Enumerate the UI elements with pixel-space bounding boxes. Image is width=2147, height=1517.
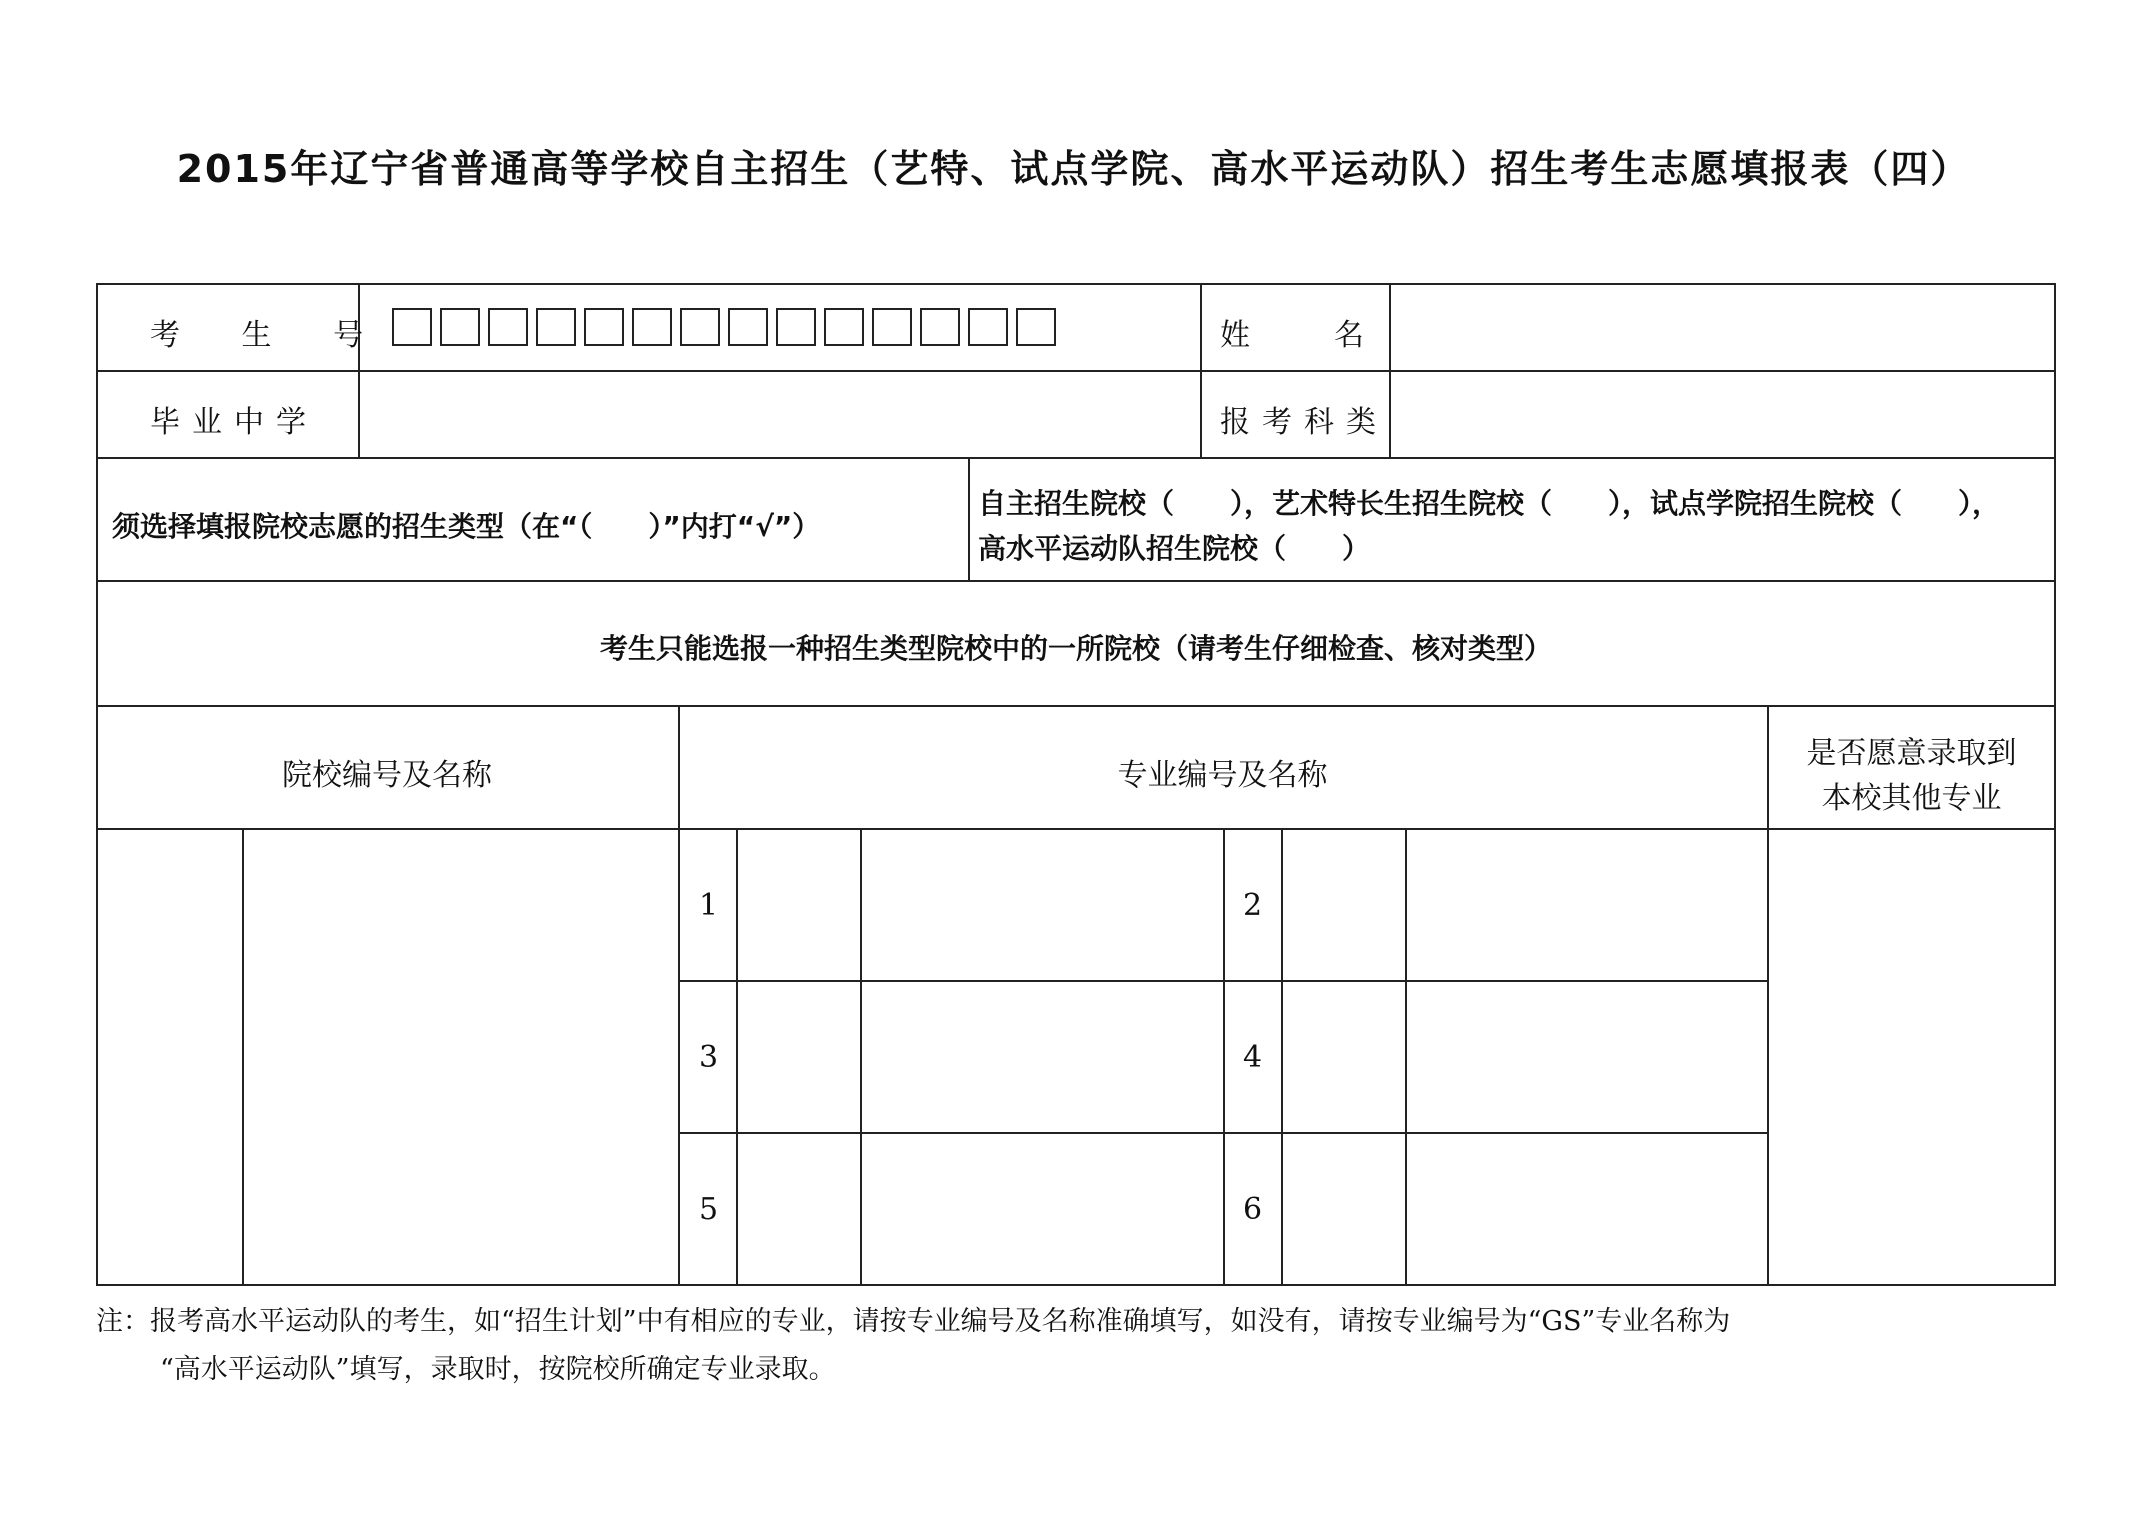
col-divider-mid [1200,283,1202,457]
row-divider-4 [96,705,2056,707]
col-divider-major-mid [1223,828,1225,1286]
one-college-notice: 考生只能选报一种招生类型院校中的一所院校（请考生仔细检查、核对类型） [599,632,1552,665]
exam-number-digit-box[interactable] [536,308,576,346]
exam-number-digit-box[interactable] [680,308,720,346]
college-code-name-header: 院校编号及名称 [282,758,492,793]
col-divider-major-code-1 [860,828,862,1286]
major-code-name-header: 专业编号及名称 [1117,758,1328,793]
col-divider-major-num-1 [736,828,738,1286]
major-number-3: 3 [699,1040,719,1075]
exam-number-digit-box[interactable] [776,308,816,346]
admission-type-instruction: 须选择填报院校志愿的招生类型（在“（ ）”内打“√”） [112,510,821,543]
footnote-line1: 注：报考高水平运动队的考生，如“招生计划”中有相应的专业，请按专业编号及名称准确填写，如没有，请按专业编号为“GS”专业名称为 [96,1306,1731,1337]
col-divider-major-num-2 [1281,828,1283,1286]
exam-number-boxes[interactable] [392,308,1056,346]
col-divider-major-code-2 [1405,828,1407,1286]
subject-category-field[interactable] [1392,373,2052,455]
exam-number-digit-box[interactable] [872,308,912,346]
admission-type-options-line1[interactable]: 自主招生院校（ ），艺术特长生招生院校（ ），试点学院招生院校（ ）， [978,487,2001,520]
footnote [96,1298,2076,1394]
exam-number-digit-box[interactable] [824,308,864,346]
major-number-2: 2 [1243,888,1263,923]
major-number-5: 5 [699,1192,719,1227]
col-divider-right-label [1389,283,1391,457]
footnote-line2: “高水平运动队”填写，录取时，按院校所确定专业录取。 [160,1354,836,1385]
graduated-school-label: 毕业中学 [150,405,318,440]
exam-number-digit-box[interactable] [392,308,432,346]
subject-category-label: 报考科类 [1220,405,1388,440]
exam-number-digit-box[interactable] [584,308,624,346]
col-divider-college-code [242,828,244,1286]
col-divider-type [968,457,970,580]
major-number-4: 4 [1243,1040,1263,1075]
form-title: 2015年辽宁省普通高等学校自主招生（艺特、试点学院、高水平运动队）招生考生志愿填报表（四） [176,147,1971,191]
exam-number-digit-box[interactable] [1016,308,1056,346]
name-label: 姓 名 [1220,318,1372,353]
exam-number-digit-box[interactable] [728,308,768,346]
row-divider-3 [96,580,2056,582]
willing-other-major-header-line2: 本校其他专业 [1821,781,2002,816]
name-field[interactable] [1392,286,2052,368]
exam-number-digit-box[interactable] [632,308,672,346]
willing-other-major-header-line1: 是否愿意录取到 [1806,736,2017,771]
exam-number-label: 考 生 号 [150,318,390,353]
row-divider-1 [96,370,2056,372]
row-divider-2 [96,457,2056,459]
major-number-1: 1 [699,888,719,923]
admission-type-options-line2[interactable]: 高水平运动队招生院校（ ） [978,532,1371,565]
major-number-6: 6 [1243,1192,1263,1227]
exam-number-digit-box[interactable] [488,308,528,346]
exam-number-digit-box[interactable] [920,308,960,346]
exam-number-digit-box[interactable] [440,308,480,346]
exam-number-digit-box[interactable] [968,308,1008,346]
row-divider-5 [96,828,2056,830]
graduated-school-field[interactable] [362,373,1198,455]
